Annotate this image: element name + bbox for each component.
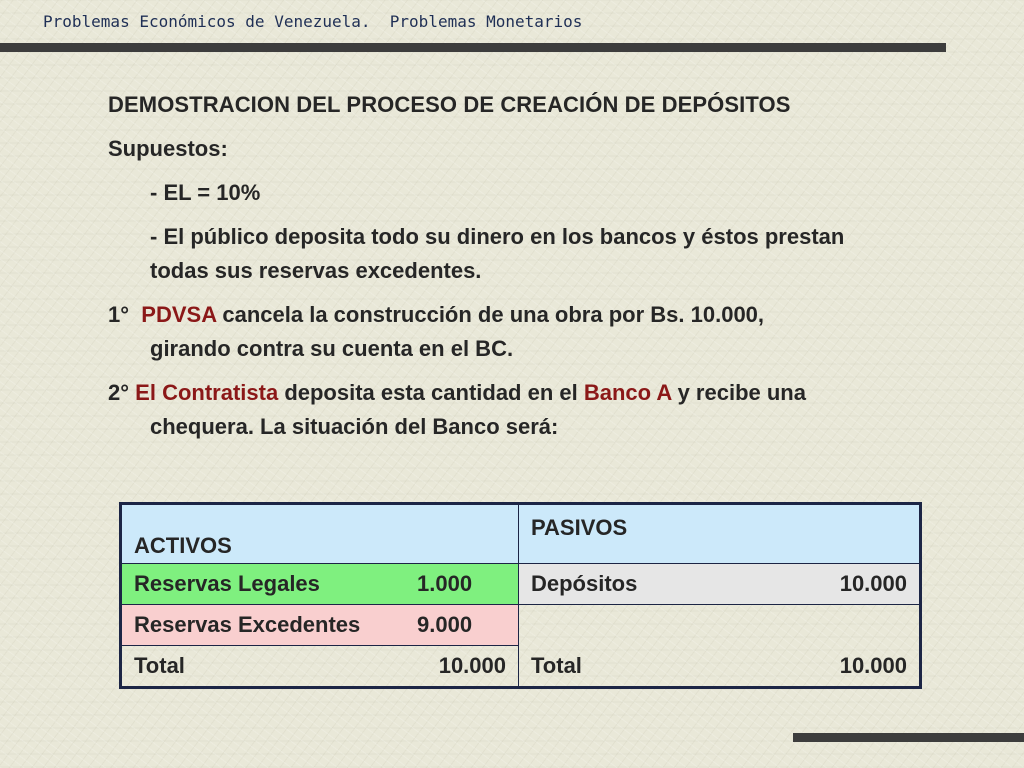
step-1-text-line-2: girando contra su cuenta en el BC. xyxy=(150,336,514,361)
depositos-cell xyxy=(519,564,921,605)
reservas-excedentes-cell xyxy=(121,605,519,646)
reservas-excedentes-value: 9.000 xyxy=(417,612,473,637)
activos-header: ACTIVOS xyxy=(121,504,519,564)
table-row xyxy=(121,646,921,688)
assumption-line-2: todas sus reservas excedentes. xyxy=(150,258,482,283)
depositos-value: 10.000 xyxy=(839,571,907,596)
table-row xyxy=(121,564,921,605)
step-1-entity: PDVSA xyxy=(141,302,217,327)
total-pasivos-cell xyxy=(519,646,921,688)
step-2-entity-banco: Banco A xyxy=(583,380,672,405)
step-1-number: 1° xyxy=(108,302,130,327)
table-header-row xyxy=(121,504,921,564)
assumption-public-deposit xyxy=(108,220,978,288)
slide-content xyxy=(108,88,978,444)
step-2-number: 2° xyxy=(108,380,130,405)
assumption-line-1: - El público deposita todo su dinero en los bancos y éstos prestan xyxy=(150,224,845,249)
step-2-text-line-2: chequera. La situación del Banco será: xyxy=(150,414,559,439)
header-divider xyxy=(0,43,946,52)
reservas-legales-cell xyxy=(121,564,519,605)
assumption-reserve-ratio: - EL = 10% xyxy=(150,180,261,205)
reservas-legales-label: Reservas Legales xyxy=(134,571,320,596)
depositos-label: Depósitos xyxy=(531,571,638,596)
empty-pasivos-cell xyxy=(519,605,921,646)
slide-title: DEMOSTRACION DEL PROCESO DE CREACIÓN DE DEPÓSITOS xyxy=(108,92,791,117)
reservas-legales-value: 1.000 xyxy=(417,571,473,596)
footer-divider xyxy=(793,733,1024,742)
slide-header-title: Problemas Económicos de Venezuela. Problemas Monetarios xyxy=(43,12,583,31)
step-2-text-end: y recibe una xyxy=(671,380,806,405)
step-1-text: cancela la construcción de una obra por Bs. 10.000, xyxy=(216,302,765,327)
supuestos-label: Supuestos: xyxy=(108,136,228,161)
pasivos-header: PASIVOS xyxy=(519,504,921,564)
total-pasivos-value: 10.000 xyxy=(839,652,907,678)
table-row xyxy=(121,605,921,646)
step-2-entity-contratista: El Contratista xyxy=(135,380,279,405)
total-activos-value: 10.000 xyxy=(438,653,506,678)
total-activos-cell xyxy=(121,646,519,688)
total-pasivos-label: Total xyxy=(531,652,582,678)
total-activos-label: Total xyxy=(134,653,185,678)
reservas-excedentes-label: Reservas Excedentes xyxy=(134,612,361,637)
balance-sheet-table xyxy=(119,502,922,689)
step-2 xyxy=(108,376,978,444)
step-1 xyxy=(108,298,978,366)
step-2-text-mid: deposita esta cantidad en el xyxy=(278,380,584,405)
